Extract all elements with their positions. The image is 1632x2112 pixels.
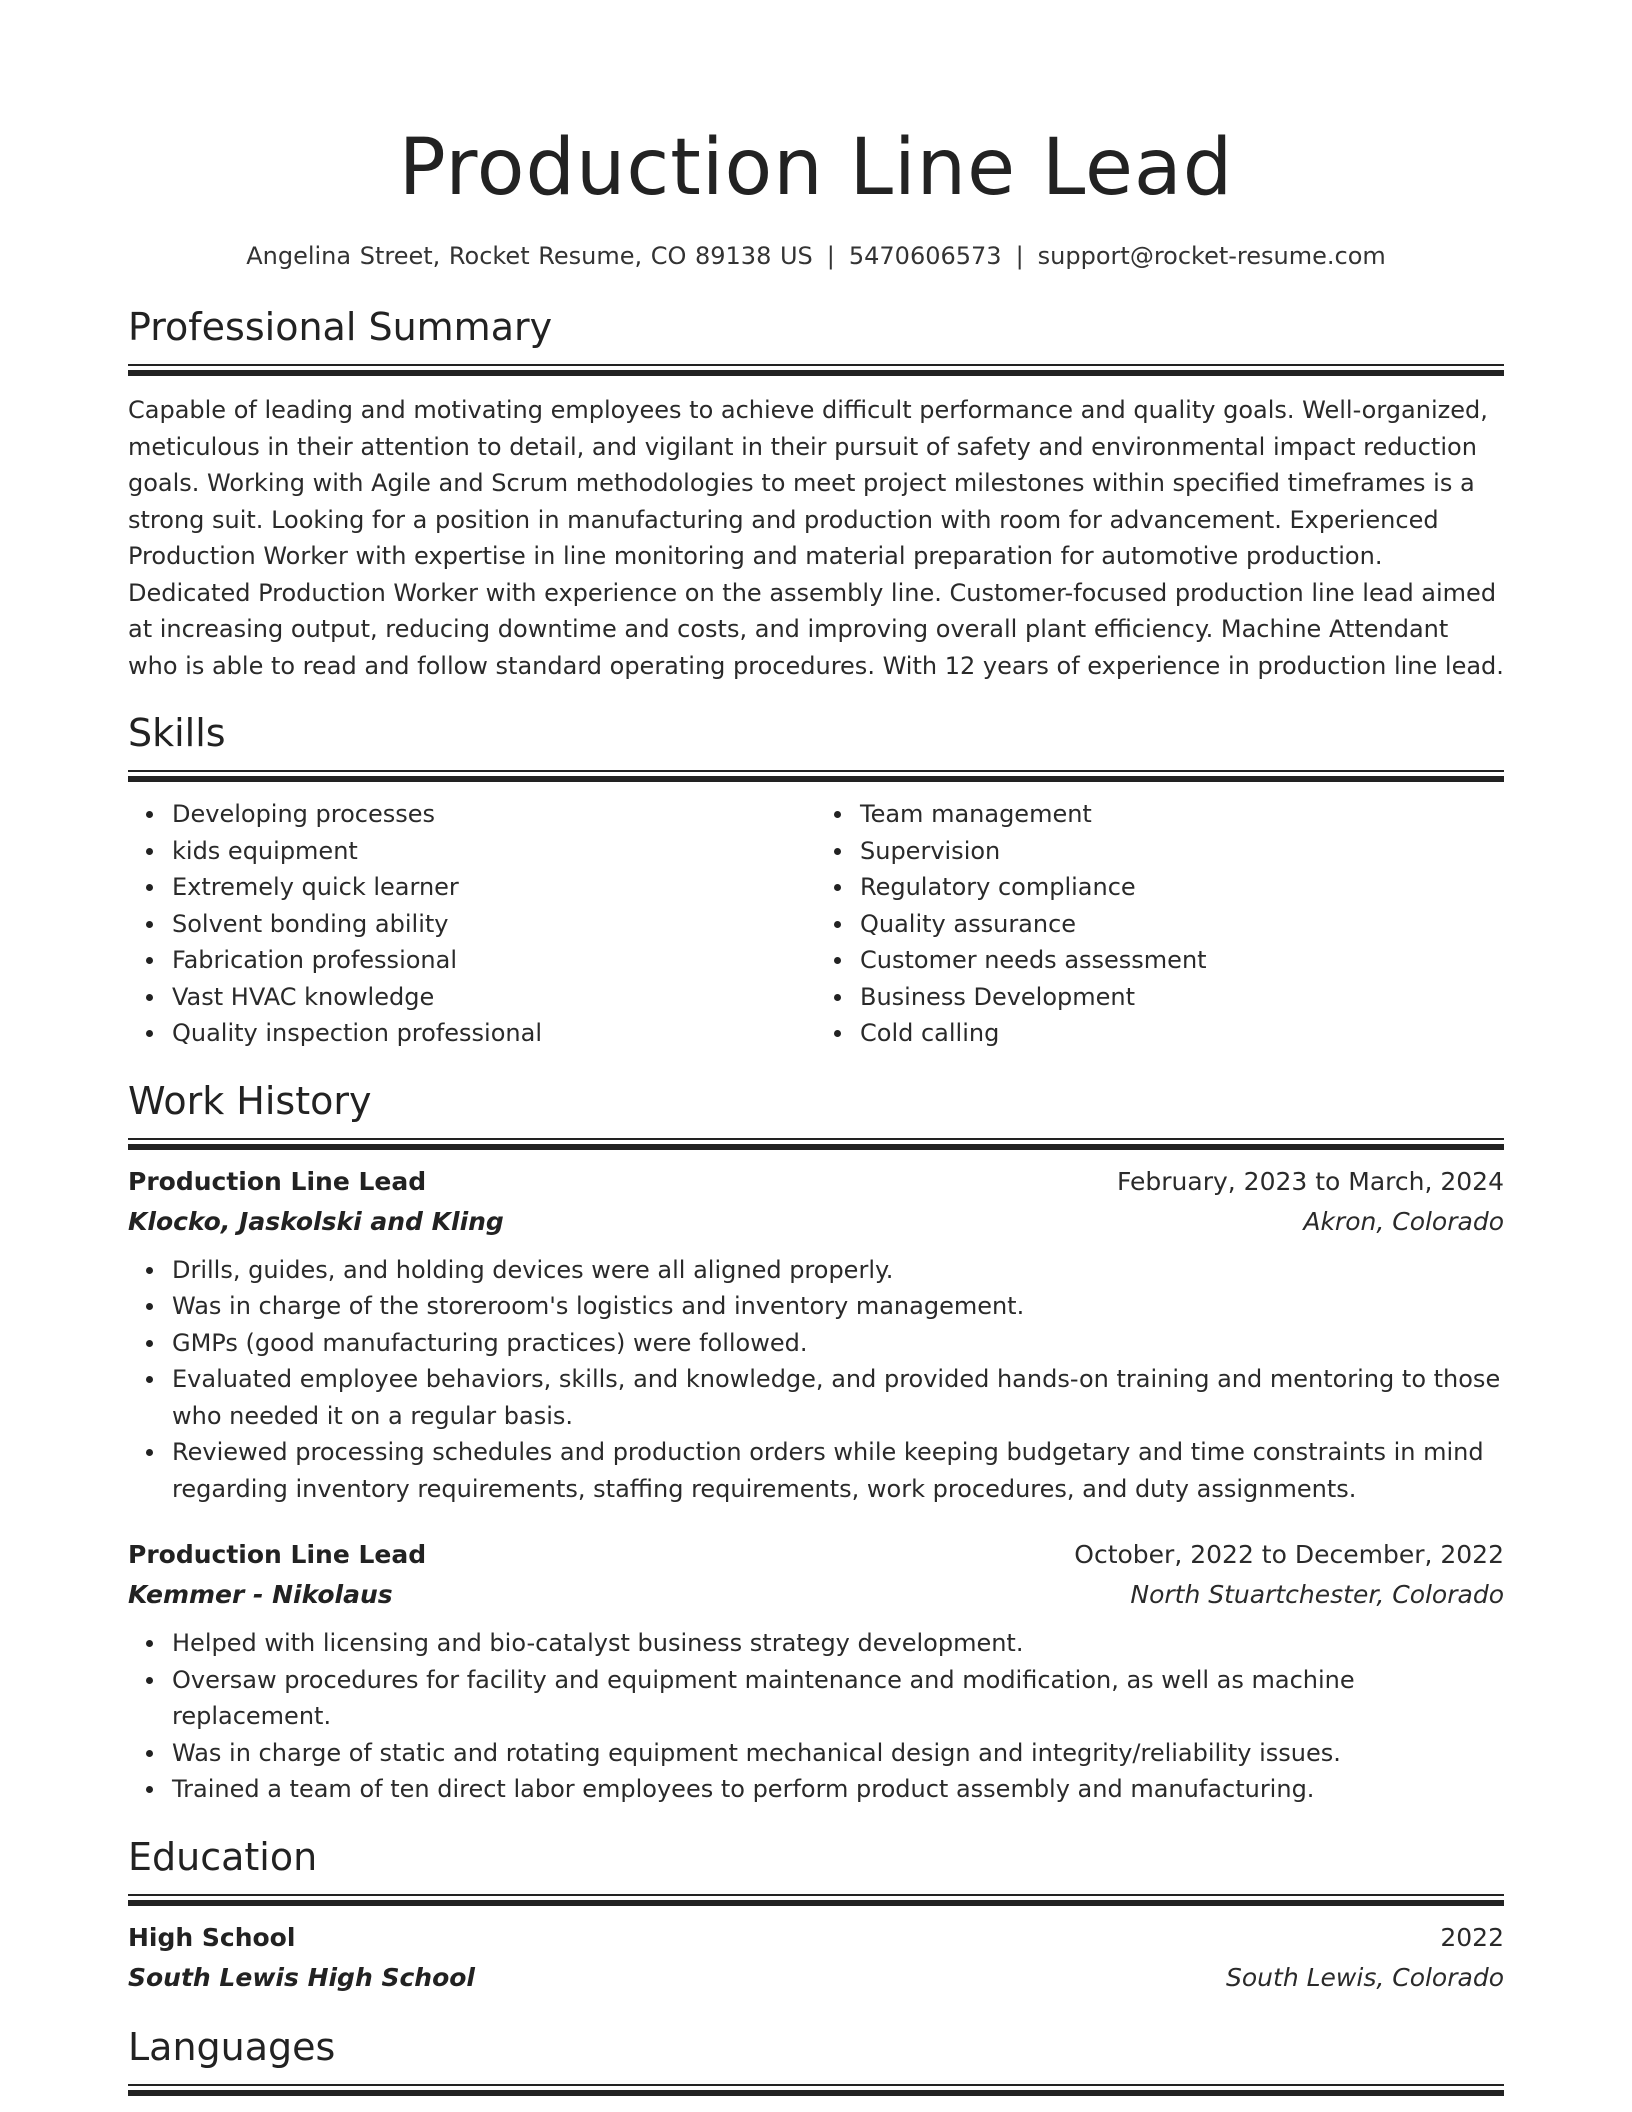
summary-section [128, 302, 1504, 684]
job-title: Production Line Lead [128, 1166, 427, 1196]
job-dates: February, 2023 to March, 2024 [1116, 1166, 1504, 1196]
job-bullet: Reviewed processing schedules and production orders while keeping budgetary and time constraints in mind regarding inventory requirements, staffing requirements, work procedures, and duty assignments. [172, 1434, 1504, 1507]
contact-email: support@rocket-resume.com [1037, 242, 1386, 270]
education-section [128, 1832, 1504, 1998]
job-bullet: Trained a team of ten direct labor employees to perform product assembly and manufacturing. [172, 1771, 1504, 1808]
job-bullet: Helped with licensing and bio-catalyst business strategy development. [172, 1625, 1504, 1662]
section-divider [128, 770, 1504, 780]
section-divider [128, 2084, 1504, 2094]
education-subheader [128, 1958, 1504, 1998]
work-heading: Work History [128, 1078, 372, 1123]
skill-item: Team management [860, 796, 1504, 833]
job-bullet: Was in charge of static and rotating equipment mechanical design and integrity/reliability issues. [172, 1735, 1504, 1772]
summary-heading: Professional Summary [128, 305, 553, 349]
contact-line [128, 240, 1504, 272]
job-subheader [128, 1575, 1504, 1615]
job-company: Kemmer - Nikolaus [128, 1580, 393, 1609]
skill-item: Regulatory compliance [860, 869, 1504, 906]
skill-item: Fabrication professional [172, 942, 816, 979]
skills-heading: Skills [128, 711, 226, 755]
work-section [128, 1076, 1504, 1808]
skill-item: Developing processes [172, 796, 816, 833]
education-location: South Lewis, Colorado [1226, 1962, 1504, 1992]
job-bullet: Drills, guides, and holding devices were all aligned properly. [172, 1252, 1504, 1289]
skill-item: Quality assurance [860, 906, 1504, 943]
job-header [128, 1535, 1504, 1575]
education-header [128, 1918, 1504, 1958]
education-year: 2022 [1440, 1922, 1504, 1952]
contact-phone: 5470606573 [848, 242, 1002, 270]
summary-text: Capable of leading and motivating employees to achieve difficult performance and quality goals. Well-organized, meticulous in their attention to detail, and vigilant in their pursuit of safety and environmental impact reduction goals. Working with Agile and Scrum methodologies to meet project milestones within specified timeframes is a strong suit. Looking for a position in manufacturing and production with room for advancement. Experienced Production Worker with expertise in line monitoring and material preparation for automotive production. Dedicated Production Worker with experience on the assembly line. Customer-focused production line lead aimed at increasing output, reducing downtime and costs, and improving overall plant efficiency. Machine Attendant who is able to read and follow standard operating procedures. With 12 years of experience in production line lead. [128, 396, 1504, 680]
job-entry [128, 1162, 1504, 1508]
contact-separator: | [1015, 242, 1024, 270]
skill-item: Supervision [860, 833, 1504, 870]
job-header [128, 1162, 1504, 1202]
contact-address: Angelina Street, Rocket Resume, CO 89138 US [246, 242, 813, 270]
skill-item: Quality inspection professional [172, 1015, 816, 1052]
job-location: North Stuartchester, Colorado [1130, 1580, 1504, 1609]
skill-item: Cold calling [860, 1015, 1504, 1052]
education-degree: High School [128, 1922, 296, 1952]
section-divider [128, 1894, 1504, 1904]
job-subheader [128, 1202, 1504, 1242]
skill-item: Business Development [860, 979, 1504, 1016]
job-title: Production Line Lead [128, 1540, 427, 1569]
job-bullets [128, 1625, 1504, 1808]
job-location: Akron, Colorado [1303, 1206, 1504, 1236]
section-divider [128, 1138, 1504, 1148]
job-bullet: Oversaw procedures for facility and equipment maintenance and modification, as well as machine replacement. [172, 1662, 1504, 1735]
contact-separator: | [826, 242, 835, 270]
job-dates: October, 2022 to December, 2022 [1074, 1540, 1504, 1569]
skill-item: Extremely quick learner [172, 869, 816, 906]
job-bullets [128, 1252, 1504, 1508]
skills-section [128, 708, 1504, 1052]
languages-section [128, 2022, 1504, 2094]
skill-item: Customer needs assessment [860, 942, 1504, 979]
skills-right-list [816, 796, 1504, 1052]
education-heading: Education [128, 1834, 318, 1879]
skill-item: kids equipment [172, 833, 816, 870]
skill-item: Vast HVAC knowledge [172, 979, 816, 1016]
resume-name: Production Line Lead [398, 123, 1234, 213]
job-bullet: GMPs (good manufacturing practices) were followed. [172, 1325, 1504, 1362]
languages-heading: Languages [128, 2024, 336, 2069]
skills-columns [128, 796, 1504, 1052]
job-company: Klocko, Jaskolski and Kling [128, 1206, 504, 1236]
skills-left-list [128, 796, 816, 1052]
skill-item: Solvent bonding ability [172, 906, 816, 943]
section-divider [128, 364, 1504, 374]
education-entry [128, 1918, 1504, 1998]
job-bullet: Evaluated employee behaviors, skills, and knowledge, and provided hands-on training and mentoring to those who needed it on a regular basis. [172, 1361, 1504, 1434]
job-bullet: Was in charge of the storeroom's logistics and inventory management. [172, 1288, 1504, 1325]
education-school: South Lewis High School [128, 1962, 475, 1992]
job-entry [128, 1535, 1504, 1808]
